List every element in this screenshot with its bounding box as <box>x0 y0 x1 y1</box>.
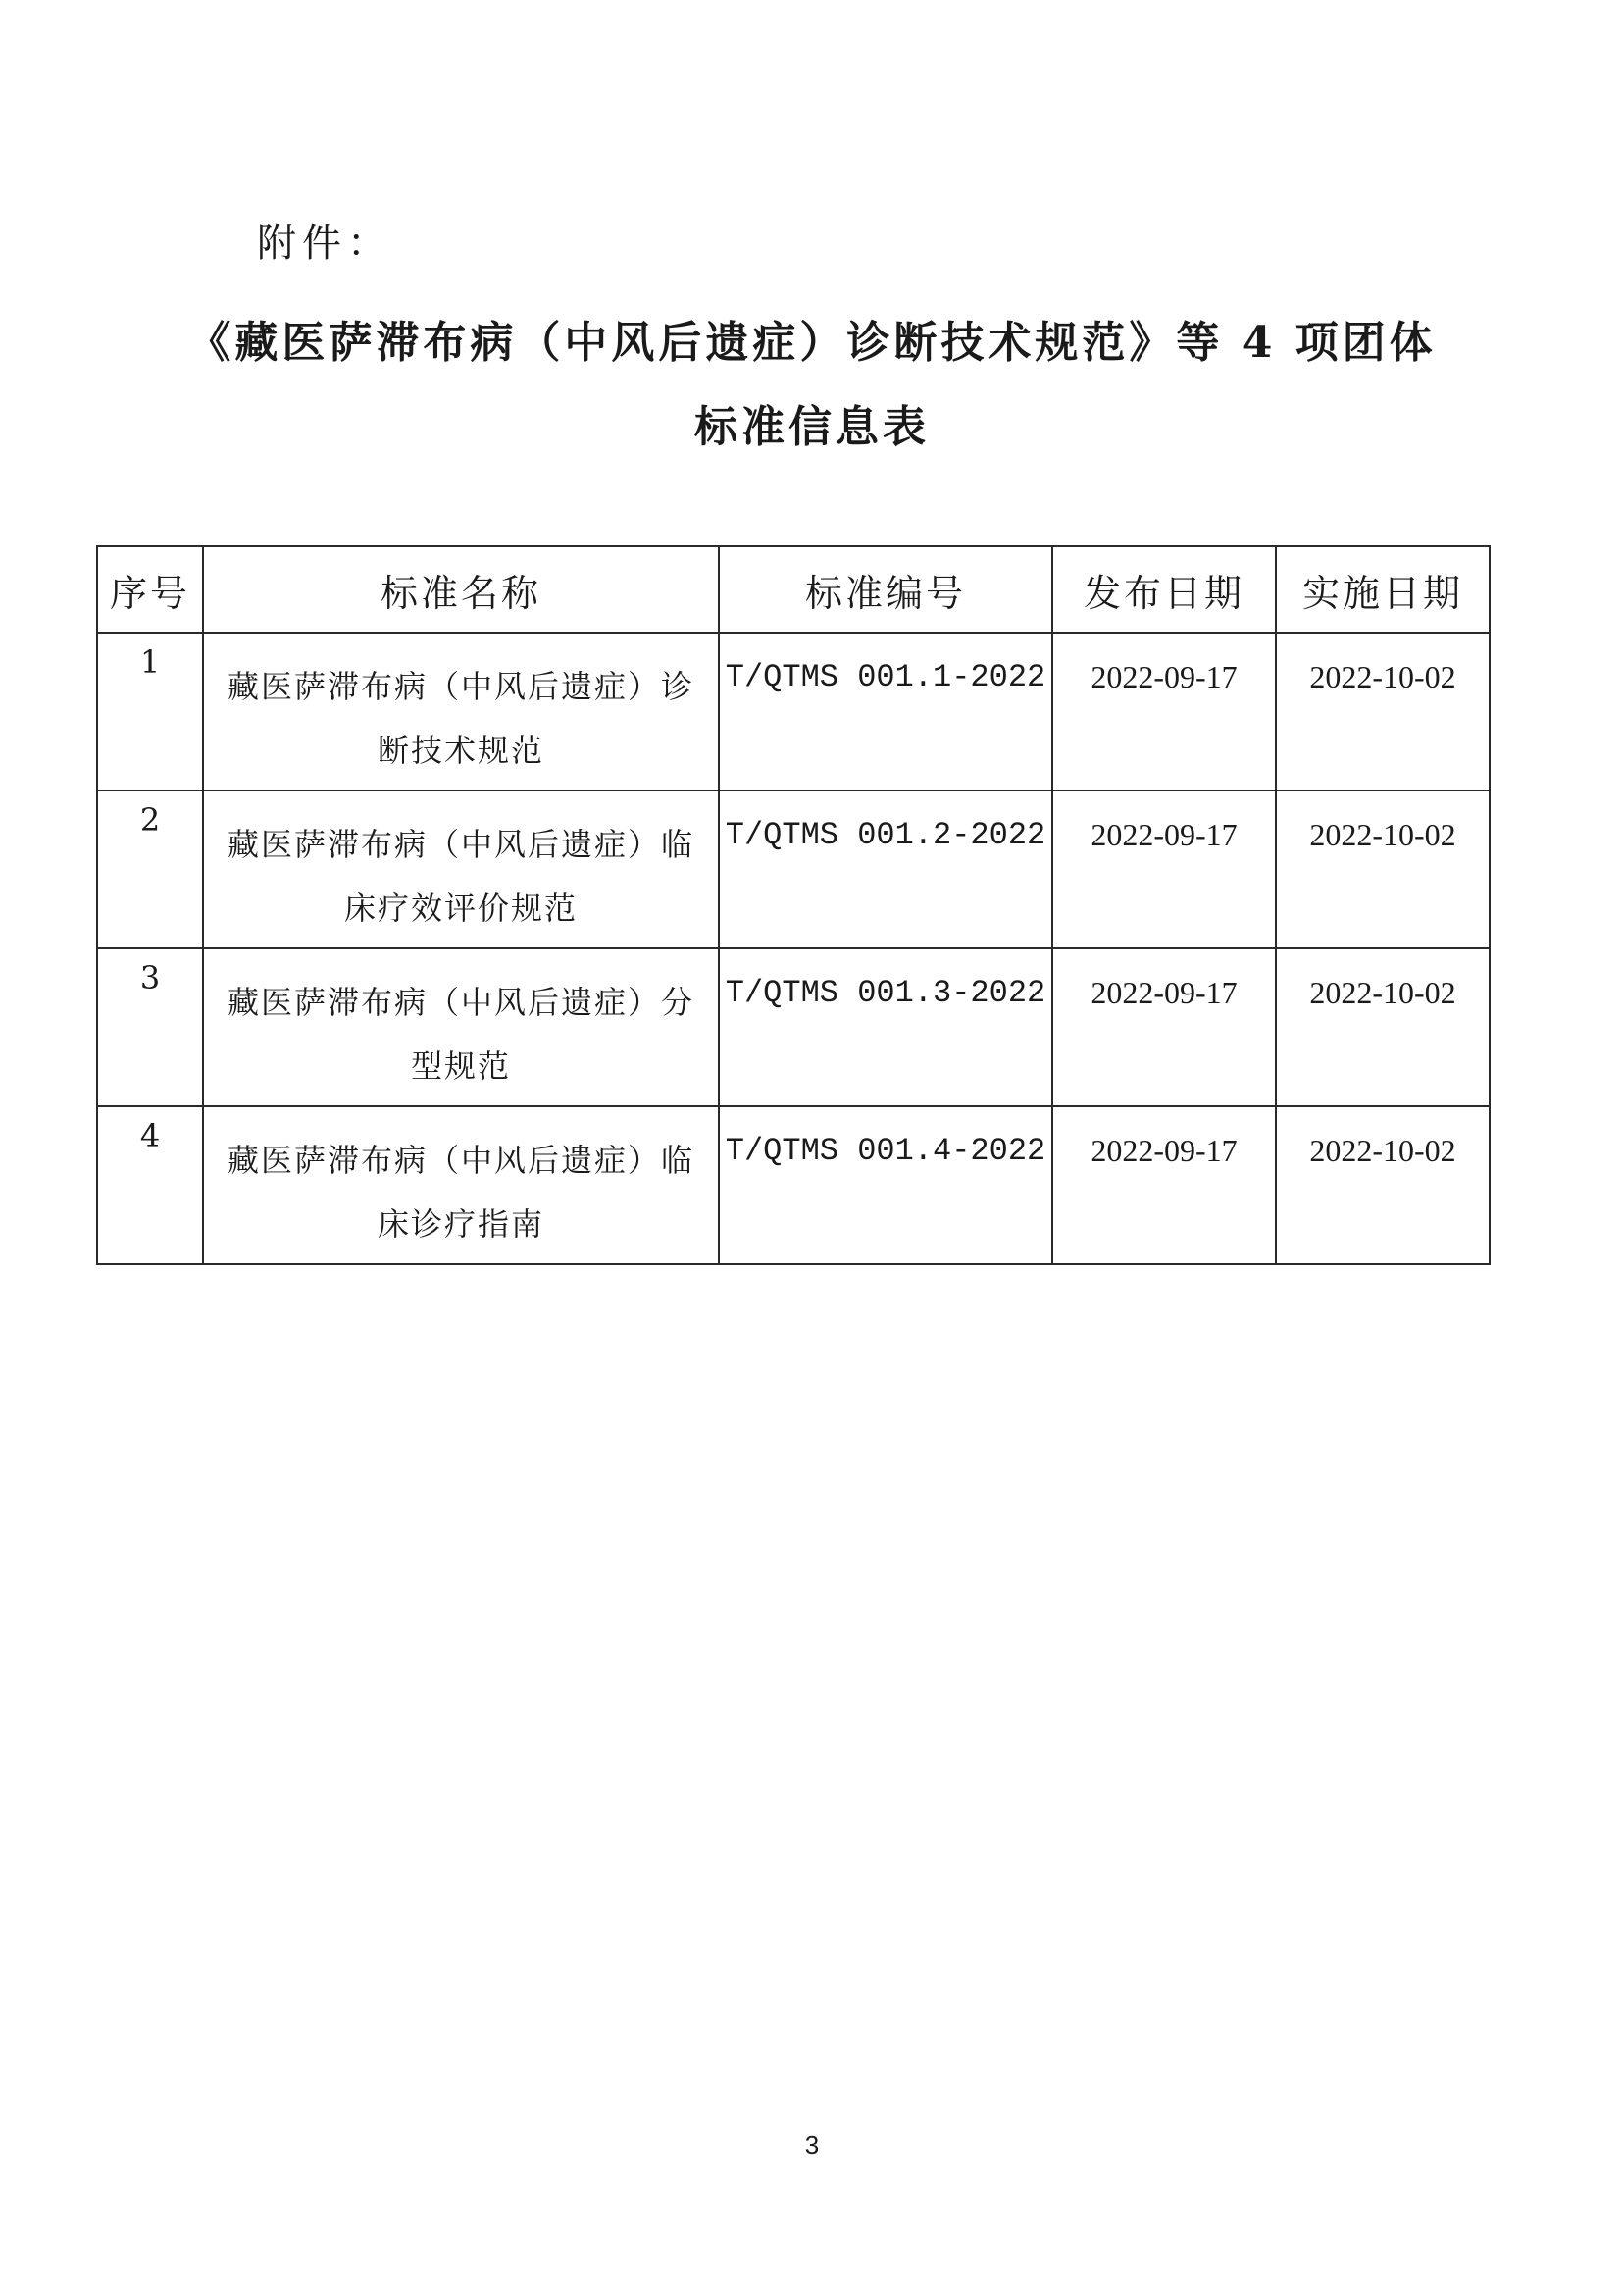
row-publish-date: 2022-09-17 <box>1052 1106 1276 1264</box>
row-standard-code: T/QTMS 001.2-2022 <box>719 790 1052 948</box>
row-seq: 4 <box>97 1106 203 1264</box>
row-seq: 1 <box>97 633 203 790</box>
row-standard-name: 藏医萨滞布病（中风后遗症）临床疗效评价规范 <box>203 790 719 948</box>
table-row <box>97 633 1490 790</box>
page-number: 3 <box>804 2130 820 2160</box>
row-implement-date: 2022-10-02 <box>1276 948 1490 1106</box>
row-seq: 2 <box>97 790 203 948</box>
attachment-label: 附件： <box>257 221 392 266</box>
row-standard-code: T/QTMS 001.3-2022 <box>719 948 1052 1106</box>
row-standard-code: T/QTMS 001.1-2022 <box>719 633 1052 790</box>
table-row <box>97 948 1490 1106</box>
standards-info-table <box>96 545 1491 1265</box>
header-seq: 序号 <box>97 546 203 633</box>
row-implement-date: 2022-10-02 <box>1276 1106 1490 1264</box>
table-row <box>97 790 1490 948</box>
table-row <box>97 1106 1490 1264</box>
document-title-line-2: 标准信息表 <box>694 402 930 452</box>
row-standard-name: 藏医萨滞布病（中风后遗症）分型规范 <box>203 948 719 1106</box>
row-standard-name: 藏医萨滞布病（中风后遗症）临床诊疗指南 <box>203 1106 719 1264</box>
table-header-row <box>97 546 1490 633</box>
row-publish-date: 2022-09-17 <box>1052 948 1276 1106</box>
row-standard-code: T/QTMS 001.4-2022 <box>719 1106 1052 1264</box>
row-implement-date: 2022-10-02 <box>1276 633 1490 790</box>
row-standard-name: 藏医萨滞布病（中风后遗症）诊断技术规范 <box>203 633 719 790</box>
row-implement-date: 2022-10-02 <box>1276 790 1490 948</box>
header-standard-name: 标准名称 <box>203 546 719 633</box>
row-publish-date: 2022-09-17 <box>1052 790 1276 948</box>
row-seq: 3 <box>97 948 203 1106</box>
header-implement-date: 实施日期 <box>1276 546 1490 633</box>
row-publish-date: 2022-09-17 <box>1052 633 1276 790</box>
header-publish-date: 发布日期 <box>1052 546 1276 633</box>
header-standard-code: 标准编号 <box>719 546 1052 633</box>
document-title-line-1: 《藏医萨滞布病（中风后遗症）诊断技术规范》等 4 项团体 <box>187 318 1437 368</box>
